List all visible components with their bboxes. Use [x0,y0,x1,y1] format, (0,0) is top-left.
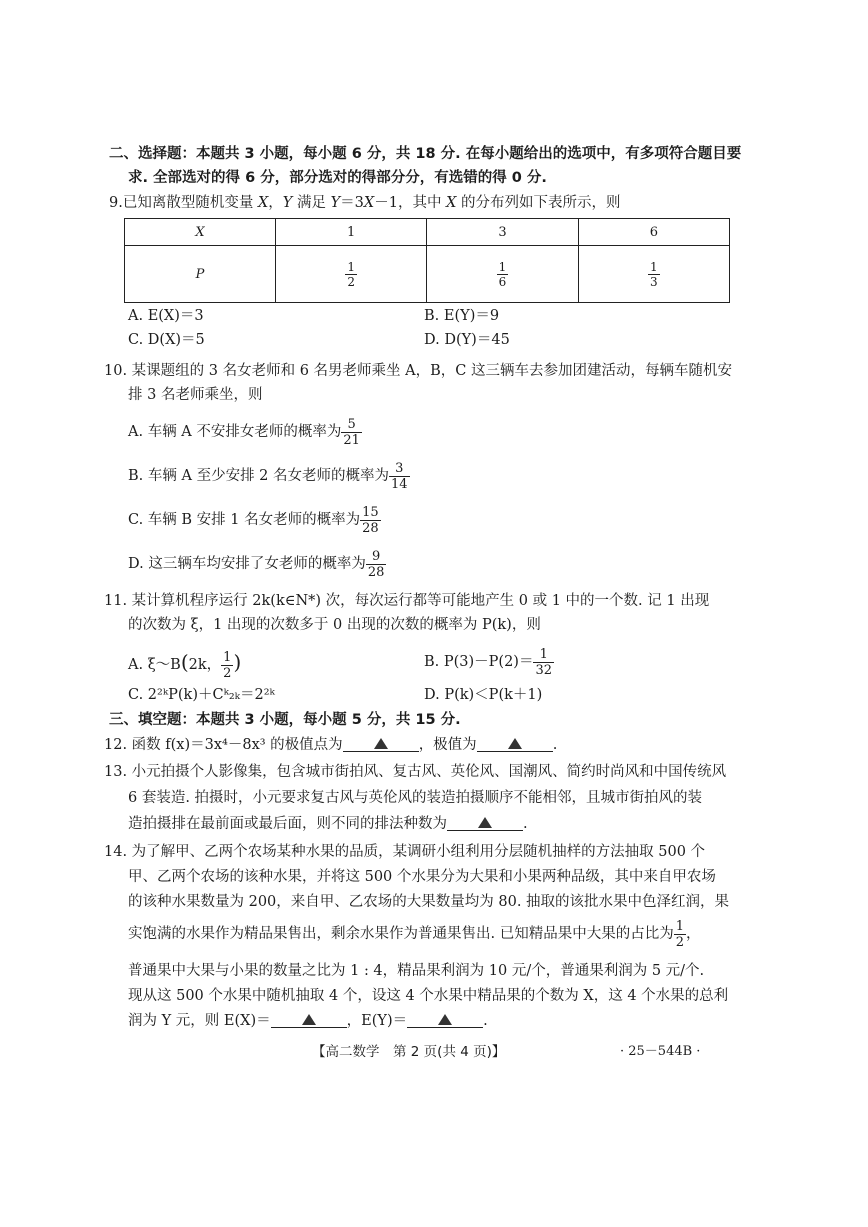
numerator: 1 [533,647,554,663]
fraction [674,919,686,950]
denominator: 14 [391,476,408,492]
q14-text: 润为 Y 元，则 E(X)＝ [128,1013,271,1029]
q9-var: Y [282,195,293,211]
denominator: 2 [223,665,232,681]
table-cell [276,246,427,303]
q11-stem-line1: 11. 某计算机程序运行 2k(k∈N*) 次，每次运行都等可能地产生 0 或 1 中的一个数. 记 1 出现 [104,593,710,609]
q14-line3: 的该种水果数量为 200，来自甲、乙农场的大果数量均为 80. 抽取的该批水果中色泽红润，果 [128,894,730,910]
denominator: 28 [367,564,385,580]
table-cell [427,246,578,303]
q9-var: X [257,195,269,211]
paren-left: ( [180,650,189,674]
fraction [360,505,381,536]
denominator: 3 [650,274,658,289]
q13-line1: 13. 小元拍摄个人影像集，包含城市街拍风、复古风、英伦风、国潮风、简约时尚风和中国传统风 [104,764,727,780]
q14-text: . [483,1013,488,1029]
q9-option-a: A. E(X)＝3 [128,308,204,324]
q9-stem-part: ， [268,195,283,211]
q9-var: X [363,195,375,211]
fraction [366,549,387,580]
q11-option-c: C. 2²ᵏP(k)＋Cᵏ₂ₖ＝2²ᵏ [128,687,275,703]
q9-option-b: B. E(Y)＝9 [424,308,500,324]
q9-stem-part: ＝3 [340,195,364,211]
denominator: 32 [535,662,553,678]
q14-text: ，E(Y)＝ [346,1013,408,1029]
numerator: 1 [347,259,355,274]
q9-number: 9. [109,195,123,211]
q13-text: 造拍摄排在最前面或最后面，则不同的排法种数为 [128,816,447,832]
q10-option-a [128,416,362,448]
option-text: A. ξ～B [128,657,181,673]
triangle-icon [508,738,522,749]
q14-text: 实饱满的水果作为精品果售出，剩余水果作为普通果售出. 已知精品果中大果的占比为 [128,926,674,942]
page-footer: 【高二数学 第 2 页(共 4 页)】 [312,1044,506,1060]
fraction [341,417,362,448]
q10-stem-line2: 排 3 名老师乘坐，则 [128,387,263,403]
q12-text: 12. 函数 f(x)＝3x⁴－8x³ 的极值点为 [104,737,343,753]
q9-stem-part: 满足 [292,195,331,211]
q14-line5: 普通果中大果与小果的数量之比为 1 : 4，精品果利润为 10 元/个，普通果利润为 5 元/个. [128,963,705,979]
numerator: 1 [223,649,232,665]
q14-text: ， [686,926,701,942]
denominator: 6 [498,274,507,289]
option-text: B. 车辆 A 至少安排 2 名女老师的概率为 [128,468,390,484]
table-cell [578,246,729,303]
q14-line6: 现从这 500 个水果中随机抽取 4 个，设这 4 个水果中精品果的个数为 X，这 4 个水果的总利 [128,988,729,1004]
numerator: 3 [389,461,410,477]
answer-blank[interactable] [447,814,523,831]
numerator: 15 [362,504,379,520]
numerator: 9 [366,549,387,565]
numerator: 1 [675,918,684,934]
triangle-icon [438,1014,452,1025]
fraction [389,461,410,492]
q10-stem-line1: 10. 某课题组的 3 名女老师和 6 名男老师乘坐 A，B，C 这三辆车去参加团建活动，每辆车随机安 [104,363,732,379]
q14-line4 [128,917,701,951]
answer-blank[interactable] [271,1011,347,1028]
table-row [125,246,730,303]
q9-option-c: C. D(X)＝5 [128,332,205,348]
q9-stem [109,193,621,213]
q10-option-d [128,548,386,580]
q10-option-b [128,460,410,492]
table-cell: 1 [276,219,427,246]
numerator: 5 [341,417,362,433]
option-text: 2k， [188,657,222,673]
q9-option-d: D. D(Y)＝45 [424,332,510,348]
triangle-icon [478,817,492,828]
q14-line1: 14. 为了解甲、乙两个农场某种水果的品质，某调研小组利用分层随机抽样的方法抽取 500 个 [104,844,706,860]
option-text: B. P(3)－P(2)＝ [424,654,534,670]
q11-option-a [128,646,241,681]
paper-code: · 25－544B · [620,1044,701,1059]
q13-text: . [523,816,528,832]
option-text: A. 车辆 A 不安排女老师的概率为 [128,424,342,440]
q9-var: X [446,195,457,211]
q9-var: Y [330,195,341,211]
q9-stem-part: 已知离散型随机变量 [122,195,258,211]
q10-option-c [128,504,381,536]
triangle-icon [302,1014,316,1025]
answer-blank[interactable] [343,735,419,752]
fraction [533,647,554,678]
q12-text: . [552,737,558,753]
q11-option-d: D. P(k)＜P(k＋1) [424,687,543,703]
q9-distribution-table [124,218,730,303]
q12-line [104,735,557,755]
fraction [497,260,509,289]
section2-heading-line1: 二、选择题：本题共 3 小题，每小题 6 分，共 18 分. 在每小题给出的选项中，有多项符合题目要 [109,146,742,162]
numerator: 1 [498,259,507,274]
fraction [345,260,357,289]
q14-line7 [128,1011,488,1031]
table-row [125,219,730,246]
answer-blank[interactable] [407,1011,483,1028]
q12-text: ，极值为 [418,737,477,753]
x-label: X [195,224,205,240]
table-cell: 3 [427,219,578,246]
q14-line2: 甲、乙两个农场的该种水果，并将这 500 个水果分为大果和小果两种品级，其中来自甲农场 [128,869,716,885]
q9-stem-part: 的分布列如下表所示，则 [456,195,621,211]
paren-right: ) [233,650,242,674]
denominator: 2 [347,274,355,289]
q9-stem-part: －1，其中 [374,195,447,211]
q13-line3 [128,814,528,834]
q13-line2: 6 套装造. 拍摄时，小元要求复古风与英伦风的装造拍摄顺序不能相邻，且城市街拍风的装 [128,790,703,806]
p-label: P [195,266,205,282]
section3-heading: 三、填空题：本题共 3 小题，每小题 5 分，共 15 分. [109,712,461,728]
table-cell-label [125,246,276,303]
denominator: 2 [675,934,684,950]
fraction [648,260,660,289]
q11-option-b [424,646,554,678]
table-cell: 6 [578,219,729,246]
denominator: 21 [343,432,360,448]
option-text: D. 这三辆车均安排了女老师的概率为 [128,556,366,572]
answer-blank[interactable] [477,735,553,752]
section2-heading-line2: 求. 全部选对的得 6 分，部分选对的得部分分，有选错的得 0 分. [128,170,547,186]
numerator: 1 [650,259,658,274]
triangle-icon [374,738,388,749]
fraction [221,650,233,681]
option-text: C. 车辆 B 安排 1 名女老师的概率为 [128,512,361,528]
denominator: 28 [362,520,379,536]
q11-stem-line2: 的次数为 ξ，1 出现的次数多于 0 出现的次数的概率为 P(k)，则 [128,617,541,633]
table-cell-label [125,219,276,246]
